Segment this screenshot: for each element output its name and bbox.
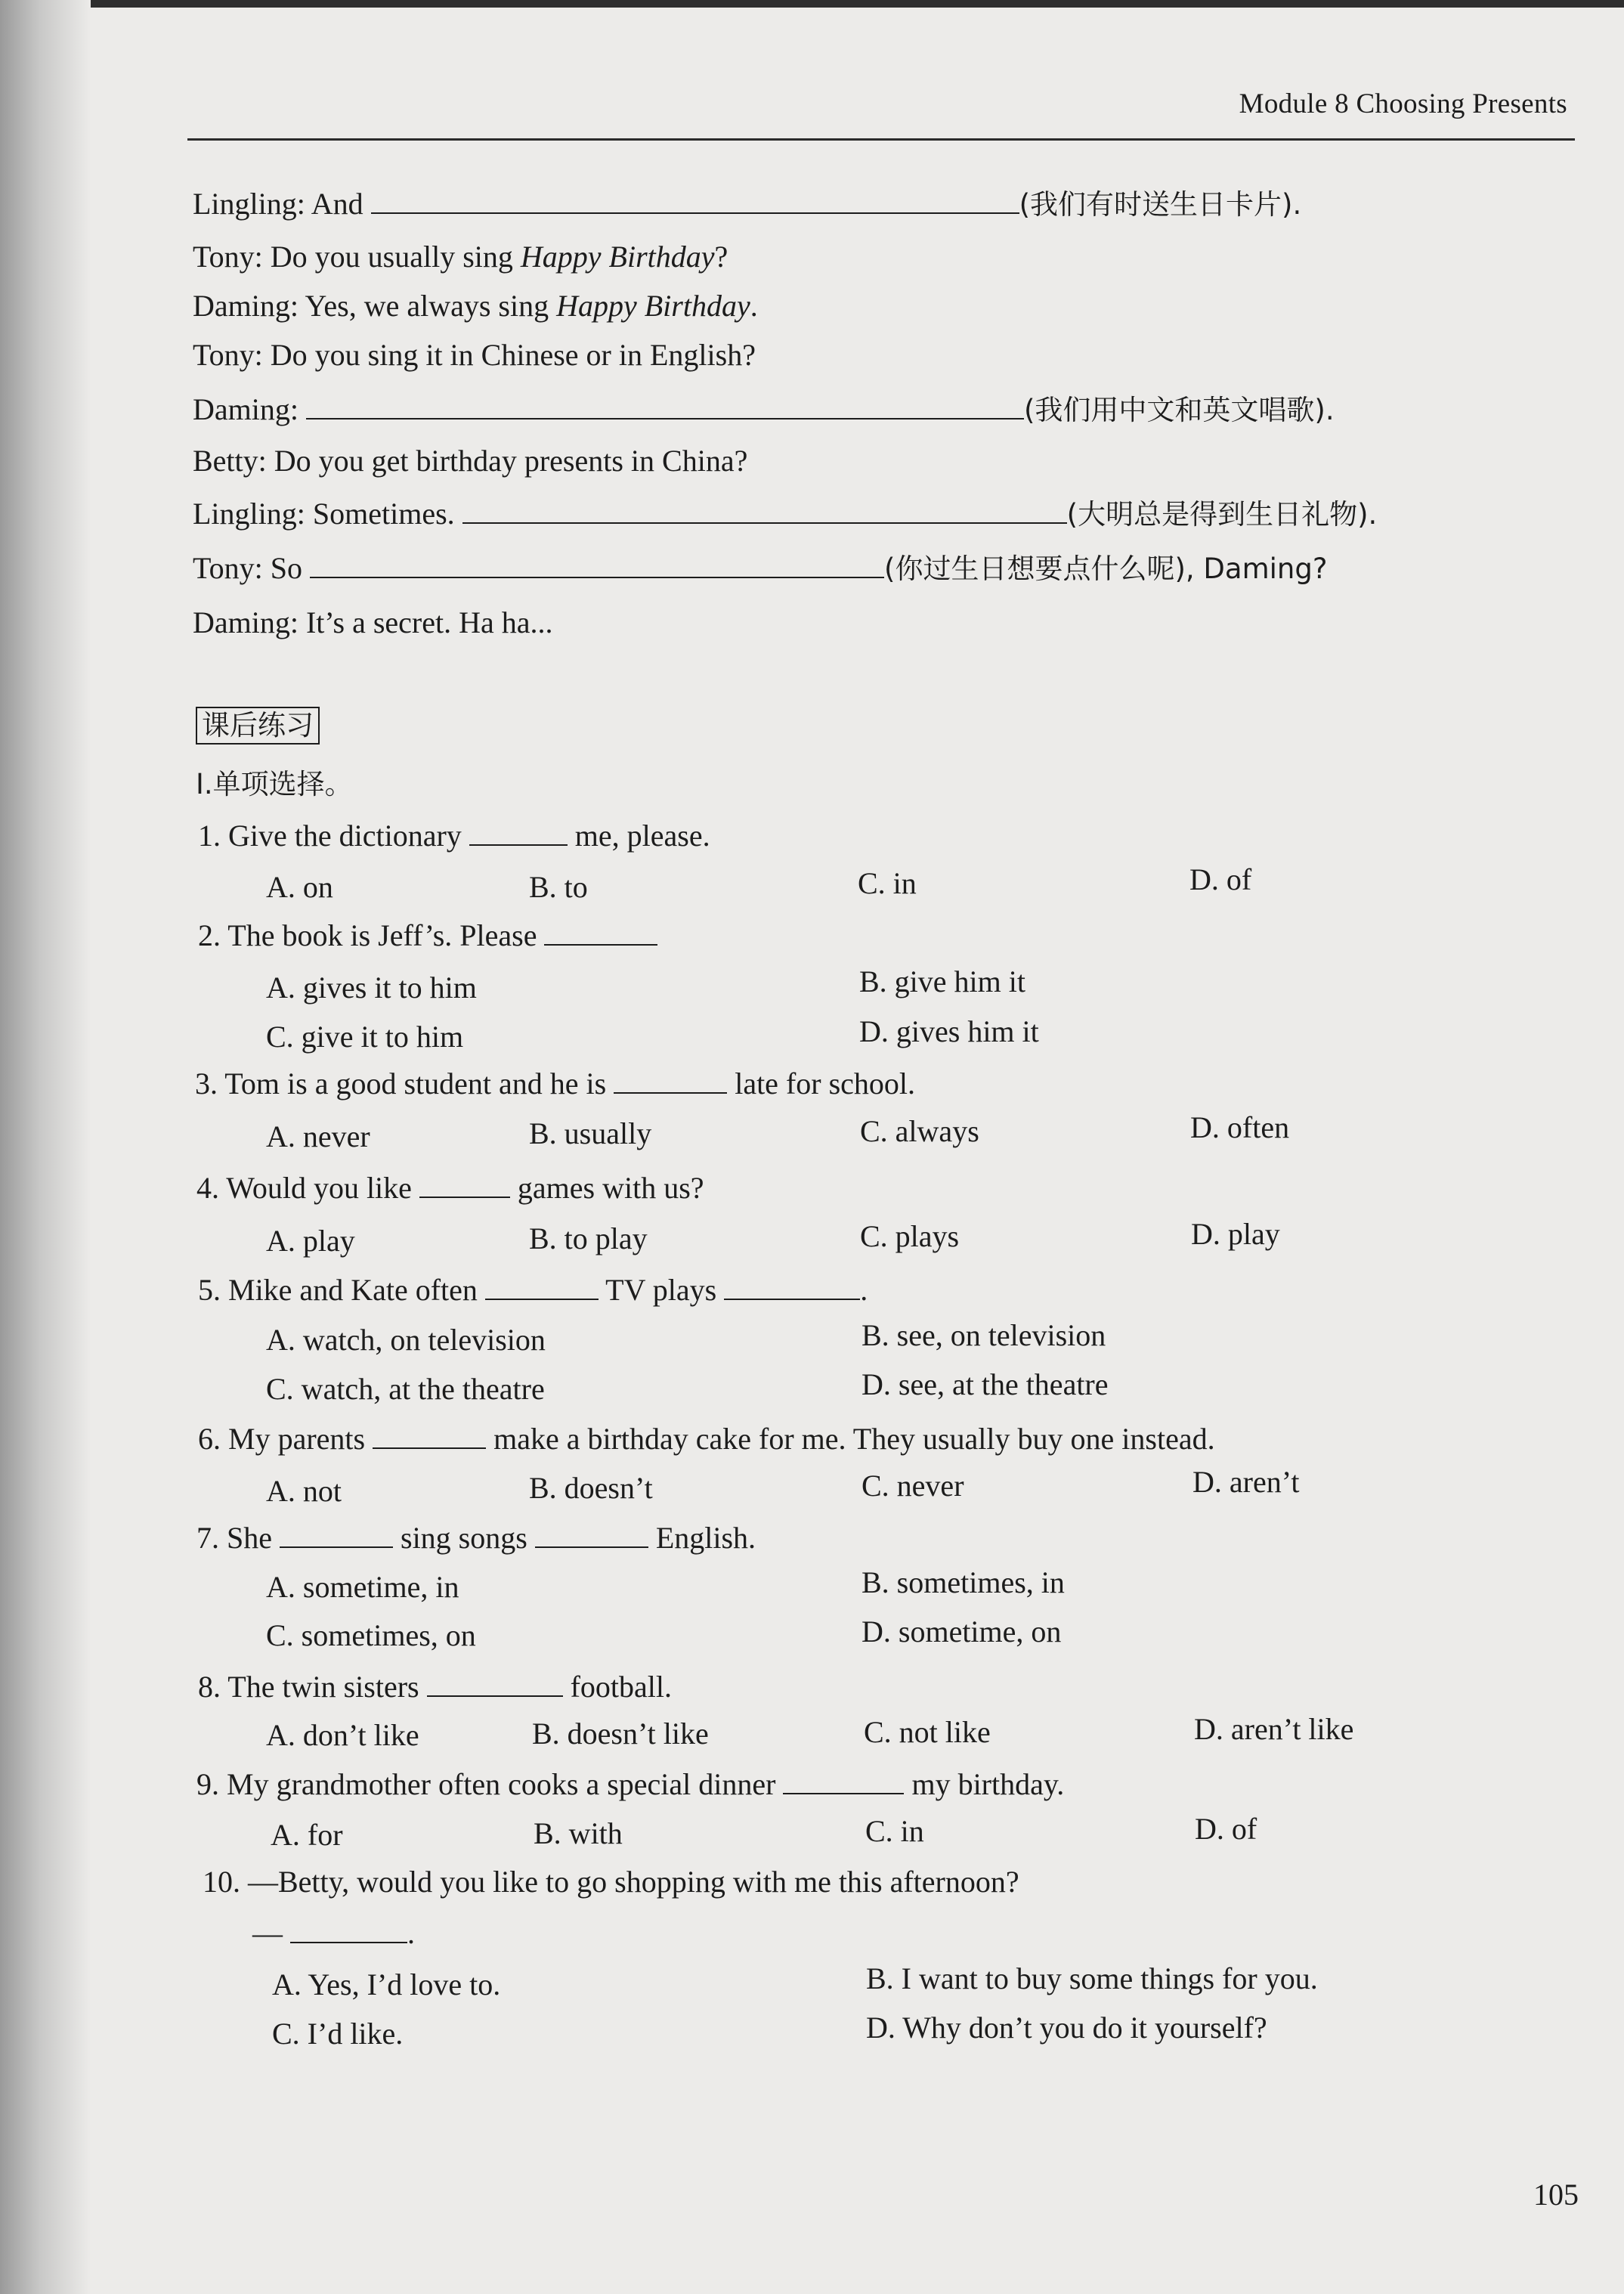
question-stem: 7. She bbox=[196, 1521, 272, 1555]
question-1 bbox=[198, 818, 710, 854]
question-stem: 1. Give the dictionary bbox=[198, 819, 462, 853]
question-stem: 9. My grandmother often cooks a special dinner bbox=[196, 1767, 776, 1801]
answer-blank[interactable] bbox=[371, 187, 1019, 214]
question-8 bbox=[198, 1669, 672, 1705]
dialogue-text: So bbox=[270, 551, 303, 585]
answer-blank[interactable] bbox=[310, 551, 884, 578]
option-3a[interactable]: A. never bbox=[266, 1119, 370, 1153]
dialogue-line-5 bbox=[193, 392, 1335, 429]
option-6c[interactable]: C. never bbox=[861, 1469, 964, 1503]
answer-blank[interactable] bbox=[485, 1273, 599, 1300]
dialogue-line-6 bbox=[193, 443, 747, 479]
question-stem: 8. The twin sisters bbox=[198, 1670, 419, 1704]
answer-blank[interactable] bbox=[783, 1767, 904, 1794]
speaker: Daming: bbox=[193, 289, 299, 323]
answer-blank[interactable] bbox=[427, 1670, 563, 1697]
dialogue-line-8 bbox=[193, 550, 1327, 587]
question-9 bbox=[196, 1766, 1064, 1803]
option-8c[interactable]: C. not like bbox=[864, 1715, 991, 1749]
question-stem-end: my birthday. bbox=[911, 1767, 1065, 1801]
option-9c[interactable]: C. in bbox=[865, 1814, 924, 1848]
chinese-hint: (我们用中文和英文唱歌). bbox=[1023, 394, 1335, 426]
dialogue-text: Sometimes. bbox=[312, 497, 455, 531]
speaker: Tony: bbox=[193, 240, 263, 274]
question-10-response bbox=[252, 1915, 415, 1952]
punct: ? bbox=[714, 240, 728, 274]
answer-blank[interactable] bbox=[290, 1916, 407, 1943]
option-9a[interactable]: A. for bbox=[271, 1818, 343, 1852]
question-stem: 4. Would you like bbox=[196, 1171, 412, 1205]
chinese-hint: (我们有时送生日卡片). bbox=[1019, 188, 1302, 221]
dialogue-line-1 bbox=[193, 186, 1301, 223]
answer-blank[interactable] bbox=[373, 1422, 486, 1449]
option-8d[interactable]: D. aren’t like bbox=[1194, 1712, 1354, 1746]
option-10d[interactable]: D. Why don’t you do it yourself? bbox=[866, 2011, 1267, 2045]
answer-blank[interactable] bbox=[419, 1171, 510, 1198]
speaker: Daming: bbox=[193, 605, 299, 639]
song-title: Happy Birthday bbox=[520, 240, 715, 274]
dialogue-text: Do you usually sing bbox=[270, 240, 513, 274]
song-title: Happy Birthday bbox=[556, 289, 750, 323]
option-5b[interactable]: B. see, on television bbox=[861, 1318, 1106, 1352]
running-header: Module 8 Choosing Presents bbox=[1239, 88, 1567, 119]
question-3 bbox=[195, 1066, 915, 1102]
option-2c[interactable]: C. give it to him bbox=[266, 1020, 464, 1054]
dialogue-text: And bbox=[311, 187, 363, 221]
option-5c[interactable]: C. watch, at the theatre bbox=[266, 1372, 545, 1406]
dash: — bbox=[252, 1916, 283, 1950]
option-6a[interactable]: A. not bbox=[266, 1474, 342, 1508]
chinese-hint: (大明总是得到生日礼物). bbox=[1066, 498, 1378, 531]
dialogue-line-3 bbox=[193, 288, 758, 324]
punct: . bbox=[750, 289, 758, 323]
option-2b[interactable]: B. give him it bbox=[859, 964, 1025, 998]
answer-blank[interactable] bbox=[469, 819, 568, 846]
option-6d[interactable]: D. aren’t bbox=[1192, 1465, 1300, 1499]
option-3b[interactable]: B. usually bbox=[529, 1116, 652, 1150]
question-7 bbox=[196, 1520, 756, 1556]
option-10a[interactable]: A. Yes, I’d love to. bbox=[272, 1967, 501, 2001]
dialogue-text: Do you sing it in Chinese or in English? bbox=[270, 338, 756, 372]
option-7b[interactable]: B. sometimes, in bbox=[861, 1565, 1065, 1599]
option-5d[interactable]: D. see, at the theatre bbox=[861, 1367, 1109, 1401]
page-top-edge bbox=[0, 0, 1624, 8]
option-2d[interactable]: D. gives him it bbox=[859, 1014, 1039, 1048]
question-stem: 3. Tom is a good student and he is bbox=[195, 1067, 607, 1101]
option-4a[interactable]: A. play bbox=[266, 1224, 355, 1258]
answer-blank[interactable] bbox=[280, 1521, 393, 1548]
option-2a[interactable]: A. gives it to him bbox=[266, 971, 477, 1005]
option-10c[interactable]: C. I’d like. bbox=[272, 2017, 404, 2051]
dialogue-text: Do you get birthday presents in China? bbox=[274, 444, 748, 478]
part-title-text: I.单项选择。 bbox=[196, 768, 353, 800]
option-1c[interactable]: C. in bbox=[858, 866, 917, 900]
speaker: Tony: bbox=[193, 338, 263, 372]
dialogue-line-9 bbox=[193, 605, 553, 641]
book-spine-shadow bbox=[0, 0, 91, 2294]
section-box: 课后练习 bbox=[196, 707, 320, 745]
question-stem-end: games with us? bbox=[517, 1171, 704, 1205]
speaker: Daming: bbox=[193, 392, 299, 426]
question-stem-mid: sing songs bbox=[401, 1521, 527, 1555]
question-stem: 6. My parents bbox=[198, 1422, 366, 1456]
chinese-hint: (你过生日想要点什么呢), Daming? bbox=[884, 553, 1328, 585]
question-2 bbox=[198, 918, 657, 954]
option-7d[interactable]: D. sometime, on bbox=[861, 1614, 1062, 1649]
answer-blank[interactable] bbox=[462, 497, 1067, 524]
dialogue-text: It’s a secret. Ha ha... bbox=[305, 605, 553, 639]
header-rule bbox=[187, 138, 1575, 141]
speaker: Tony: bbox=[193, 551, 263, 585]
option-8a[interactable]: A. don’t like bbox=[266, 1718, 419, 1752]
speaker: Lingling: bbox=[193, 187, 305, 221]
option-4d[interactable]: D. play bbox=[1191, 1217, 1280, 1251]
part-title bbox=[196, 766, 353, 803]
question-10 bbox=[203, 1864, 1019, 1900]
dialogue-text: Yes, we always sing bbox=[305, 289, 549, 323]
question-stem-end: make a birthday cake for me. They usually buy one instead. bbox=[493, 1422, 1215, 1456]
speaker: Lingling: bbox=[193, 497, 305, 531]
page-number: 105 bbox=[1533, 2178, 1579, 2212]
question-stem: 2. The book is Jeff’s. Please bbox=[198, 918, 537, 952]
option-7a[interactable]: A. sometime, in bbox=[266, 1570, 459, 1604]
dialogue-line-4 bbox=[193, 337, 756, 373]
question-6 bbox=[198, 1421, 1215, 1457]
option-1d[interactable]: D. of bbox=[1189, 862, 1252, 896]
option-5a[interactable]: A. watch, on television bbox=[266, 1323, 546, 1357]
speaker: Betty: bbox=[193, 444, 267, 478]
question-stem: 10. —Betty, would you like to go shopping with me this afternoon? bbox=[203, 1865, 1019, 1899]
question-stem-end: . bbox=[407, 1916, 415, 1950]
question-stem-end: late for school. bbox=[735, 1067, 916, 1101]
answer-blank[interactable] bbox=[306, 392, 1024, 419]
question-stem-end: English. bbox=[655, 1521, 756, 1555]
question-stem-end: football. bbox=[570, 1670, 672, 1704]
option-4c[interactable]: C. plays bbox=[860, 1219, 960, 1253]
dialogue-line-2 bbox=[193, 239, 728, 275]
dialogue-line-7 bbox=[193, 496, 1377, 533]
option-7c[interactable]: C. sometimes, on bbox=[266, 1618, 476, 1652]
answer-blank[interactable] bbox=[724, 1273, 860, 1300]
option-1b[interactable]: B. to bbox=[529, 870, 588, 904]
question-stem-end: . bbox=[860, 1273, 868, 1307]
section-box-label bbox=[196, 707, 320, 745]
option-9b[interactable]: B. with bbox=[534, 1816, 623, 1850]
question-4 bbox=[196, 1170, 704, 1206]
option-4b[interactable]: B. to play bbox=[529, 1221, 648, 1255]
option-1a[interactable]: A. on bbox=[266, 870, 333, 904]
option-3c[interactable]: C. always bbox=[860, 1114, 979, 1148]
option-8b[interactable]: B. doesn’t like bbox=[532, 1717, 709, 1751]
answer-blank[interactable] bbox=[544, 918, 657, 946]
option-9d[interactable]: D. of bbox=[1195, 1812, 1257, 1846]
answer-blank[interactable] bbox=[614, 1067, 727, 1094]
option-10b[interactable]: B. I want to buy some things for you. bbox=[866, 1961, 1318, 1995]
question-stem: 5. Mike and Kate often bbox=[198, 1273, 478, 1307]
option-6b[interactable]: B. doesn’t bbox=[529, 1471, 653, 1505]
option-3d[interactable]: D. often bbox=[1190, 1110, 1290, 1144]
answer-blank[interactable] bbox=[535, 1521, 648, 1548]
question-5 bbox=[198, 1272, 868, 1308]
question-stem-mid: TV plays bbox=[605, 1273, 717, 1307]
question-stem-end: me, please. bbox=[574, 819, 710, 853]
